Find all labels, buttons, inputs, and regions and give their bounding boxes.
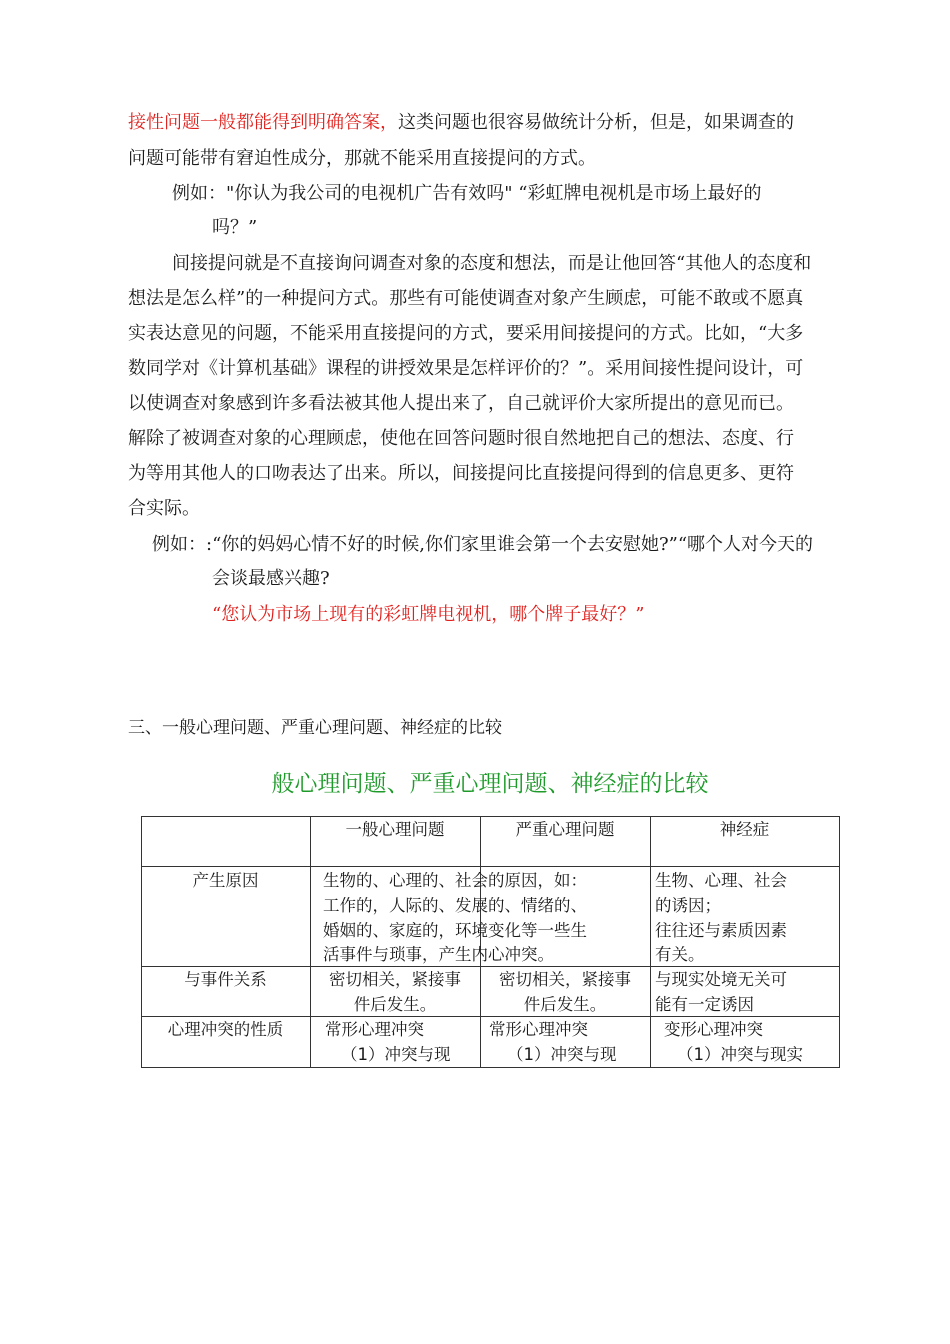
table-cell-text: （1）冲突与现 bbox=[507, 1045, 617, 1064]
table-cell-text: 活事件与琐事，产生内心冲突。 bbox=[323, 945, 554, 964]
paragraph2-line8: 合实际。 bbox=[128, 498, 200, 519]
highlighted-text: 接性问题一般都能得到明确答案， bbox=[128, 112, 398, 133]
table-cell-text: 件后发生。 bbox=[523, 995, 607, 1014]
table-cell-text: 密切相关，紧接事 bbox=[499, 970, 631, 989]
example2-line2: 会谈最感兴趣? bbox=[212, 568, 330, 589]
table-cell-text: 变形心理冲突 bbox=[664, 1020, 763, 1039]
table-cell-text: 常形心理冲突 bbox=[489, 1020, 588, 1039]
section-heading: 三、一般心理问题、严重心理问题、神经症的比较 bbox=[128, 718, 502, 738]
table-cell-text: （1）冲突与现实 bbox=[677, 1045, 803, 1064]
table-cell-text: 与现实处境无关可 bbox=[655, 970, 787, 989]
table-title: 般心理问题、严重心理问题、神经症的比较 bbox=[271, 771, 709, 797]
table-cell-text: 婚姻的、家庭的，环境变化等一些生 bbox=[323, 921, 587, 940]
table-cell-text: 能有一定诱因 bbox=[655, 995, 754, 1014]
example1-line2: 吗？” bbox=[212, 217, 258, 238]
table-cell-text: 的诱因； bbox=[655, 896, 721, 915]
header-cell: 神经症 bbox=[719, 820, 770, 839]
paragraph2-line3: 实表达意见的问题，不能采用直接提问的方式，要采用间接提问的方式。比如，“大多 bbox=[128, 323, 804, 344]
table-cell-text: 常形心理冲突 bbox=[325, 1020, 424, 1039]
table-cell-text: 生物的、心理的、社会的原因，如： bbox=[323, 871, 587, 890]
paragraph1-line2: 问题可能带有窘迫性成分，那就不能采用直接提问的方式。 bbox=[128, 148, 596, 169]
paragraph2-line5: 以使调查对象感到许多看法被其他人提出来了，自己就评价大家所提出的意见而已。 bbox=[128, 393, 794, 414]
table-border-bottom bbox=[141, 1067, 840, 1068]
paragraph2-line7: 为等用其他人的口吻表达了出来。所以，间接提问比直接提问得到的信息更多、更符 bbox=[128, 463, 794, 484]
example1-line1: 例如："你认为我公司的电视机广告有效吗" “彩虹牌电视机是市场上最好的 bbox=[172, 183, 762, 204]
table-cell-text: 件后发生。 bbox=[353, 995, 437, 1014]
example2-quote: “您认为市场上现有的彩虹牌电视机，哪个牌子最好？” bbox=[212, 604, 645, 625]
paragraph1-line1 bbox=[128, 111, 794, 135]
table-cell-text: 密切相关，紧接事 bbox=[329, 970, 461, 989]
comparison-table bbox=[141, 816, 840, 1068]
table-col-divider bbox=[650, 816, 651, 1068]
paragraph2-line2: 想法是怎么样”的一种提问方式。那些有可能使调查对象产生顾虑，可能不敢或不愿真 bbox=[128, 288, 804, 309]
table-cell-text: 工作的，人际的、发展的、情绪的、 bbox=[323, 896, 587, 915]
paragraph1-line1-rest: 这类问题也很容易做统计分析，但是，如果调查的 bbox=[398, 112, 794, 133]
row-label: 与事件关系 bbox=[184, 970, 267, 989]
table-row-divider bbox=[141, 866, 840, 867]
header-cell: 一般心理问题 bbox=[345, 820, 445, 839]
row-label: 产生原因 bbox=[192, 871, 259, 890]
table-cell-text: 有关。 bbox=[655, 945, 705, 964]
paragraph2-line4: 数同学对《计算机基础》课程的讲授效果是怎样评价的？”。采用间接性提问设计，可 bbox=[128, 358, 804, 379]
row-label: 心理冲突的性质 bbox=[167, 1020, 284, 1039]
header-cell: 严重心理问题 bbox=[515, 820, 615, 839]
table-border-right bbox=[839, 816, 840, 1068]
paragraph2-line1: 间接提问就是不直接询问调查对象的态度和想法，而是让他回答“其他人的态度和 bbox=[172, 253, 812, 274]
table-cell-text: 往往还与素质因素 bbox=[655, 921, 787, 940]
example2-line1: 例如：:“你的妈妈心情不好的时候,你们家里谁会第一个去安慰她?”“哪个人对今天的 bbox=[152, 534, 814, 555]
table-cell-text: （1）冲突与现 bbox=[341, 1045, 451, 1064]
table-cell-text: 生物、心理、社会 bbox=[655, 871, 787, 890]
table-col-divider bbox=[310, 816, 311, 1068]
paragraph2-line6: 解除了被调查对象的心理顾虑，使他在回答问题时很自然地把自己的想法、态度、行 bbox=[128, 428, 794, 449]
